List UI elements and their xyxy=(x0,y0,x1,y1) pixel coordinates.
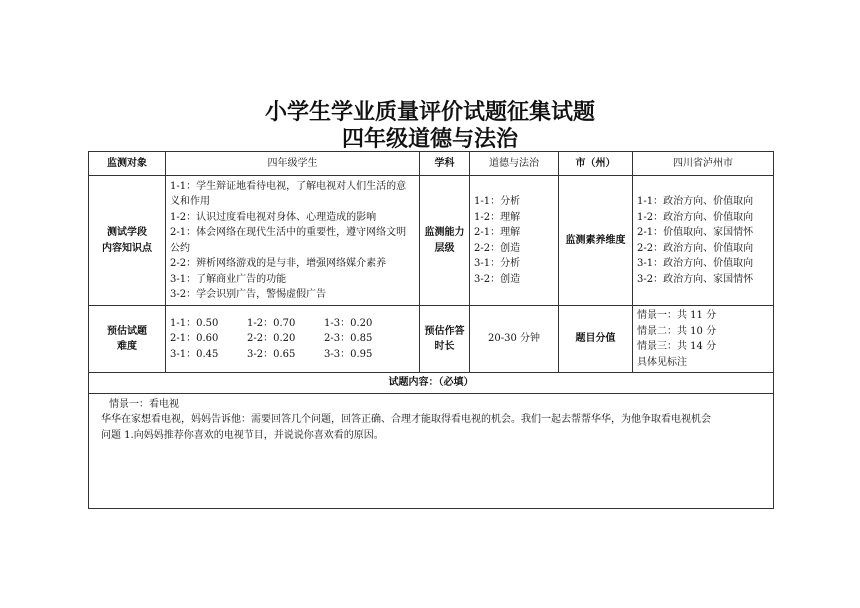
literacy-dimensions xyxy=(633,176,774,306)
ability-label: 监测能力 层级 xyxy=(420,176,470,306)
literacy-item: 1-2：政治方向、价值取向 xyxy=(637,211,754,223)
knowledge-item: 3-1：了解商业广告的功能 xyxy=(170,273,287,285)
ability-item: 1-2：理解 xyxy=(474,211,521,223)
object-label: 监测对象 xyxy=(89,152,166,176)
content-header: 试题内容：（必填） xyxy=(89,373,774,394)
ability-item: 3-2：创造 xyxy=(474,273,521,285)
info-table xyxy=(88,151,774,509)
doc-subtitle: 四年级道德与法治 xyxy=(341,127,518,152)
literacy-item: 1-1：政治方向、价值取向 xyxy=(637,196,754,207)
subject-label: 学科 xyxy=(420,152,470,176)
difficulty-row: 1-1：0.50 1-2：0.70 1-3：0.20 xyxy=(170,317,373,329)
time-label: 预估作答 时长 xyxy=(420,306,470,373)
city-value: 四川省泸州市 xyxy=(633,152,774,176)
literacy-item: 3-2：政治方向、家国情怀 xyxy=(637,273,754,285)
scenario-title: 情景一：看电视 xyxy=(109,398,179,410)
score-item: 具体见标注 xyxy=(637,356,687,368)
object-value: 四年级学生 xyxy=(166,152,420,176)
scenario-paragraph: 华华在家想看电视，妈妈告诉他：需要回答几个问题，回答正确、合理才能取得看电视的机会。我们一起去帮帮华华，为他争取看电视机会 xyxy=(101,414,711,425)
literacy-item: 2-1：价值取向、家国情怀 xyxy=(637,227,754,238)
score-values xyxy=(633,306,774,373)
knowledge-item: 2-2：辨析网络游戏的是与非，增强网络媒介素养 xyxy=(170,258,387,269)
subject-value: 道德与法治 xyxy=(470,152,559,176)
literacy-item: 2-2：政治方向、价值取向 xyxy=(637,242,754,254)
knowledge-label: 测试学段 内容知识点 xyxy=(89,176,166,306)
ability-item: 2-1：理解 xyxy=(474,227,521,238)
score-label: 题目分值 xyxy=(559,306,633,373)
literacy-item: 3-1：政治方向、价值取向 xyxy=(637,258,754,269)
difficulty-row: 3-1：0.45 3-2：0.65 3-3：0.95 xyxy=(170,348,373,360)
question-content xyxy=(89,393,774,508)
score-item: 情景一：共 11 分 xyxy=(637,310,717,321)
difficulty-label: 预估试题 难度 xyxy=(89,306,166,373)
time-value: 20-30 分钟 xyxy=(470,306,559,373)
ability-item: 2-2：创造 xyxy=(474,242,521,254)
question-text: 问题 1.向妈妈推荐你喜欢的电视节目，并说说你喜欢看的原因。 xyxy=(101,429,384,441)
knowledge-item: 3-2：学会识别广告，警惕虚假广告 xyxy=(170,289,327,300)
difficulty-values xyxy=(166,306,420,373)
difficulty-row: 2-1：0.60 2-2：0.20 2-3：0.85 xyxy=(170,333,373,345)
city-label: 市（州） xyxy=(559,152,633,176)
literacy-label: 监测素养维度 xyxy=(559,176,633,306)
knowledge-item: 2-1：体会网络在现代生活中的重要性，遵守网络文明公约 xyxy=(170,227,407,254)
knowledge-item: 1-1：学生辩证地看待电视，了解电视对人们生活的意义和作用 xyxy=(170,180,407,207)
knowledge-points xyxy=(166,176,420,306)
ability-item: 3-1：分析 xyxy=(474,258,521,269)
doc-title: 小学生学业质量评价试题征集试题 xyxy=(264,100,595,125)
ability-item: 1-1：分析 xyxy=(474,196,521,207)
ability-levels xyxy=(470,176,559,306)
score-item: 情景三：共 14 分 xyxy=(637,341,717,352)
score-item: 情景二：共 10 分 xyxy=(637,325,717,337)
knowledge-item: 1-2：认识过度看电视对身体、心理造成的影响 xyxy=(170,211,377,223)
